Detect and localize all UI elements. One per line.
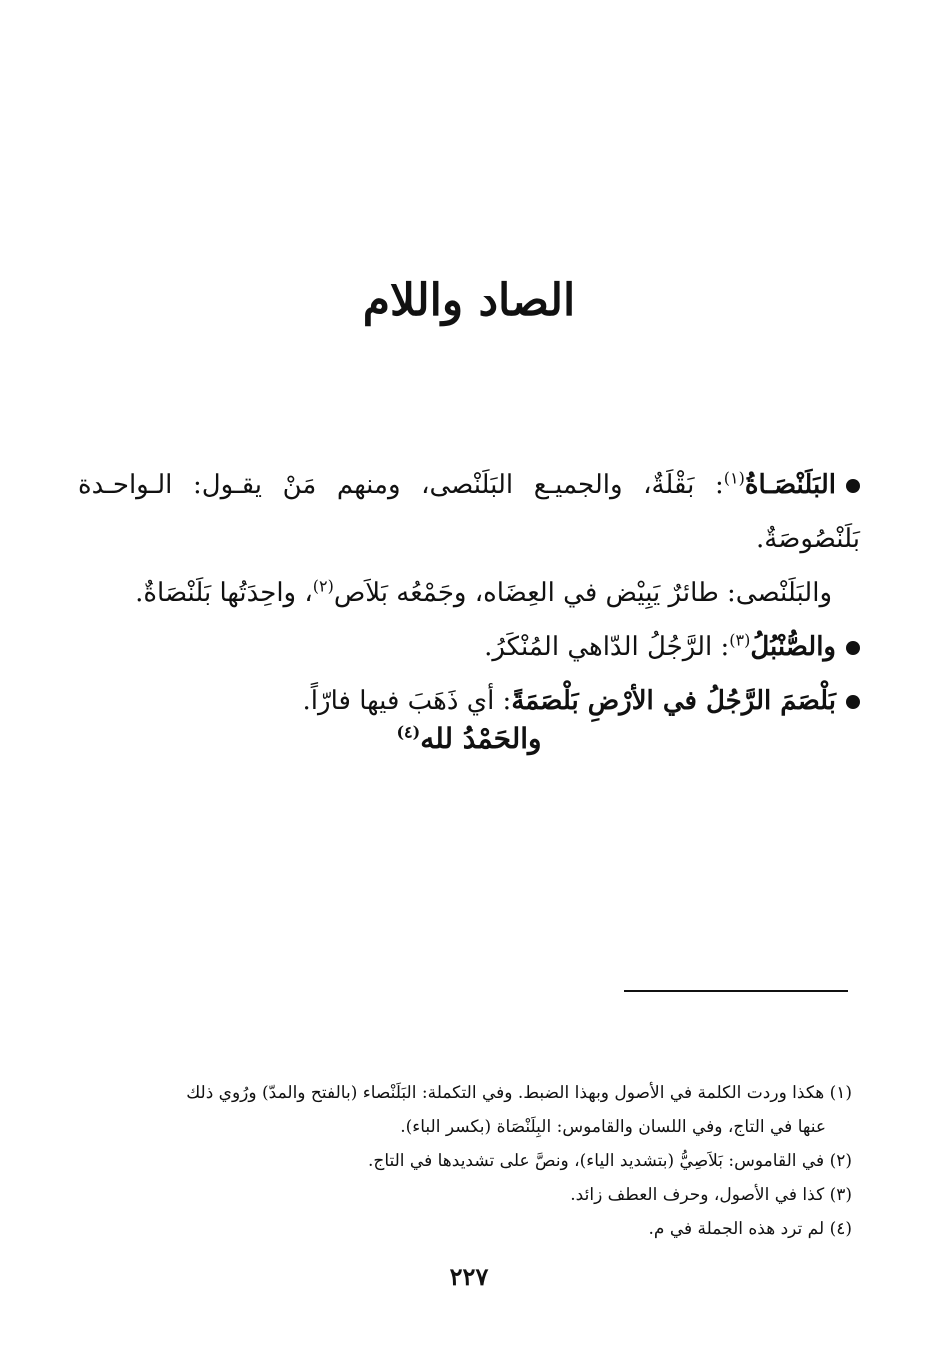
bullet-icon (846, 479, 860, 493)
footnote-text: (٢) في القاموس: بَلاَصِيُّ (بتشديد الياء)، ونصَّ على تشديدها في التاج. (367, 1151, 852, 1171)
footnote-ref[interactable]: (٢) (312, 576, 334, 596)
entry-text: : أي ذَهَبَ فيها فارّاً. (302, 686, 512, 716)
bullet-icon (846, 695, 860, 709)
entry-4 (78, 674, 860, 728)
footnote-ref[interactable]: (٣) (729, 630, 751, 650)
entry-text: ، واحِدَتُها بَلَنْصَاةٌ. (135, 578, 313, 608)
bullet-icon (846, 641, 860, 655)
footnote-ref[interactable]: (١) (723, 468, 745, 488)
entry-3 (78, 620, 860, 674)
entry-head: والصُّنْبُلُ (750, 632, 836, 662)
entry-text: : بَقْلَةٌ، والجميـع البَلَنْصى، ومنهم مَنْ يقـول: الـواحـدة بَلَنْصُوصَةٌ. (78, 470, 860, 554)
footnote-text: (٣) كذا في الأصول، وحرف العطف زائد. (570, 1185, 852, 1205)
footnote-ref[interactable]: (٤) (396, 722, 421, 742)
footnotes-section (86, 1076, 852, 1246)
footnote-text: (٤) لم ترد هذه الجملة في م. (648, 1219, 852, 1239)
doxology-text: والحَمْدُ لله (420, 722, 542, 755)
footnote-continuation: عنها في التاج، وفي اللسان والقاموس: البِلَنْصَاة (بكسر الباء). (400, 1117, 826, 1137)
closing-doxology (0, 722, 938, 755)
footnote-2 (86, 1144, 852, 1178)
footnote-divider (624, 990, 848, 992)
entries-section (78, 458, 860, 728)
footnote-1 (86, 1076, 852, 1144)
entry-text: والبَلَنْصى: طائرٌ يَبِيْض في العِضَاه، وجَمْعُه بَلاَص (333, 578, 832, 608)
page-number: ٢٢٧ (449, 1262, 489, 1291)
footnote-4 (86, 1212, 852, 1246)
entry-head: بَلْصَمَ الرَّجُلُ في الأرْضِ بَلْصَمَةً (511, 686, 836, 716)
footnote-3 (86, 1178, 852, 1212)
entry-1 (78, 458, 860, 566)
entry-2 (78, 566, 860, 620)
chapter-title: الصاد واللام (362, 275, 576, 327)
footnote-text: (١) هكذا وردت الكلمة في الأصول وبهذا الضبط. وفي التكملة: البَلَنْصاء (بالفتح والمدّ) ورُوي ذلك (186, 1083, 852, 1103)
entry-text: : الرَّجُلُ الدّاهي المُنْكَرُ. (484, 632, 730, 662)
entry-head: البَلَنْصَـاةُ (744, 470, 836, 500)
